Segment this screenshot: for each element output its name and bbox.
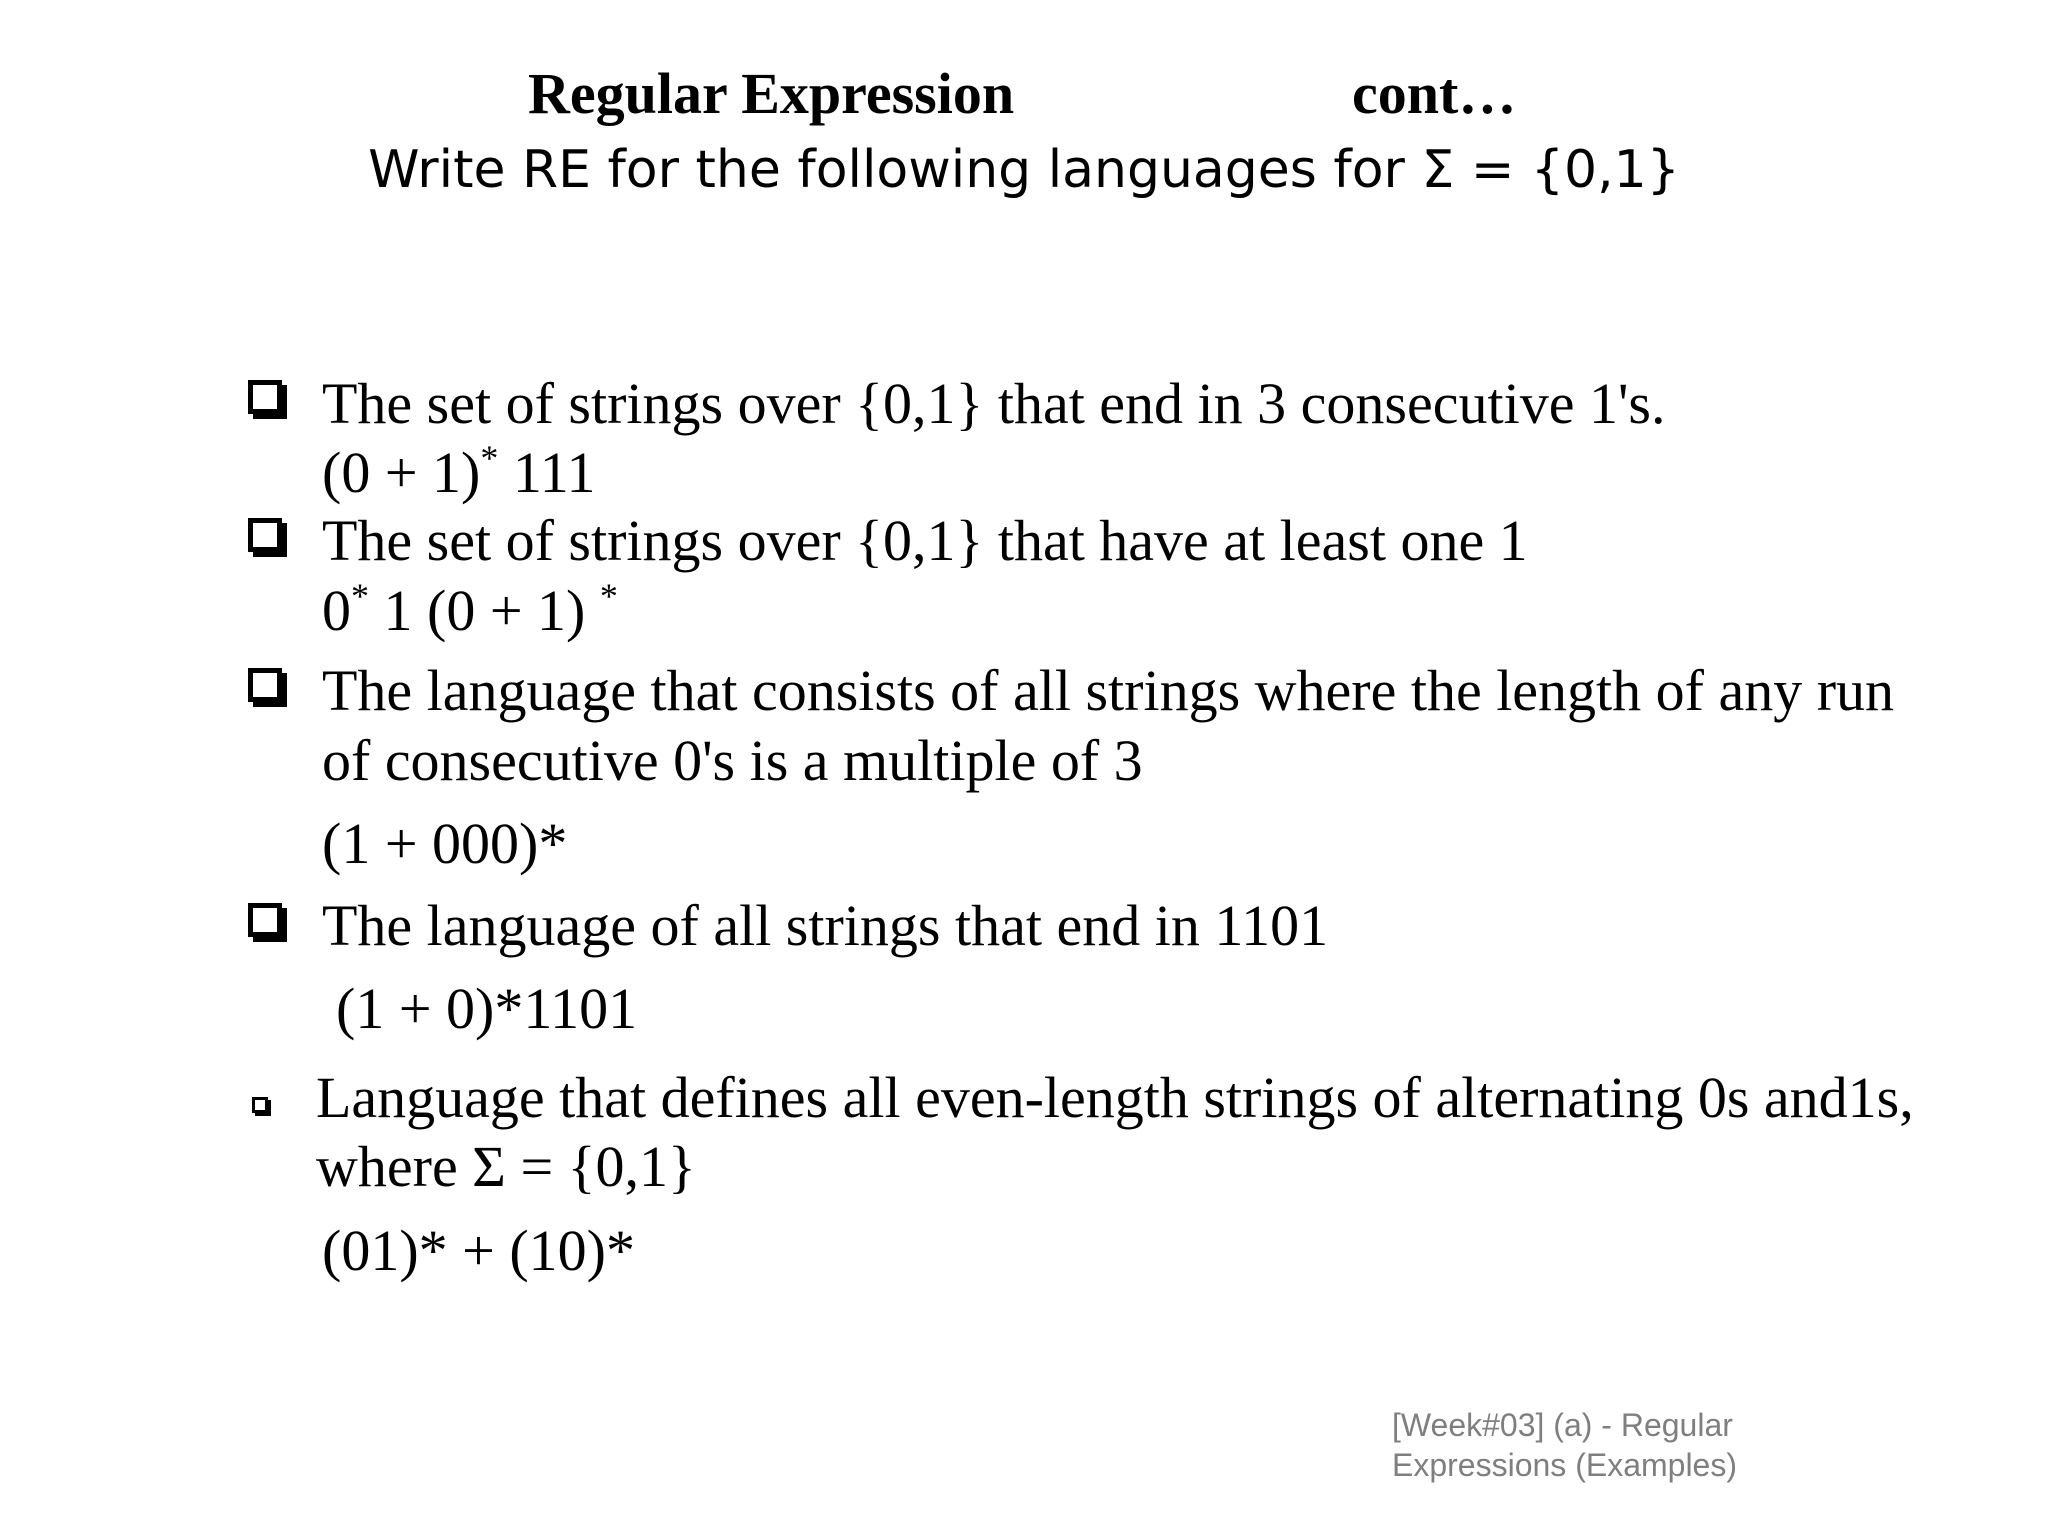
item-text: The set of strings over {0,1} that have at least one 1	[322, 508, 1528, 573]
item-text: of consecutive 0's is a multiple of 3	[322, 728, 1143, 793]
item-text: The language that consists of all strings where the length of any run	[322, 658, 1895, 723]
slide-footer	[1392, 1405, 1737, 1485]
slide-subtitle: Write RE for the following languages for Σ = {0,1}	[368, 140, 1680, 200]
item-text: Language that defines all even-length strings of alternating 0s and1s,	[316, 1065, 1914, 1130]
item-text: The language of all strings that end in 1101	[322, 893, 1329, 958]
title-cont: cont…	[1352, 61, 1517, 126]
title-main: Regular Expression	[528, 61, 1015, 126]
kleene-star: *	[351, 576, 369, 616]
checkbox-bullet-icon	[248, 903, 282, 937]
item-text: The set of strings over {0,1} that end in 3 consecutive 1's.	[322, 371, 1666, 436]
checkbox-bullet-icon	[248, 518, 282, 552]
footer-line: [Week#03] (a) - Regular	[1392, 1407, 1733, 1443]
item-text: where Σ = {0,1}	[316, 1134, 696, 1199]
checkbox-bullet-icon	[248, 668, 282, 702]
item-answer: (1 + 000)*	[322, 811, 568, 876]
item-answer	[322, 438, 596, 505]
checkbox-bullet-icon	[252, 1097, 268, 1113]
checkbox-bullet-icon	[248, 380, 282, 414]
answer-expr-tail: 111	[498, 440, 596, 505]
kleene-star: *	[599, 576, 618, 616]
slide-title	[0, 60, 2048, 130]
item-answer: (01)* + (10)*	[322, 1218, 635, 1283]
answer-expr: 0	[322, 578, 351, 643]
footer-line: Expressions (Examples)	[1392, 1447, 1737, 1483]
kleene-star: *	[480, 438, 499, 478]
answer-expr: (0 + 1)	[322, 440, 481, 505]
item-answer	[322, 576, 618, 643]
item-answer: (1 + 0)*1101	[336, 976, 638, 1041]
answer-expr-mid: 1 (0 + 1)	[369, 578, 600, 643]
